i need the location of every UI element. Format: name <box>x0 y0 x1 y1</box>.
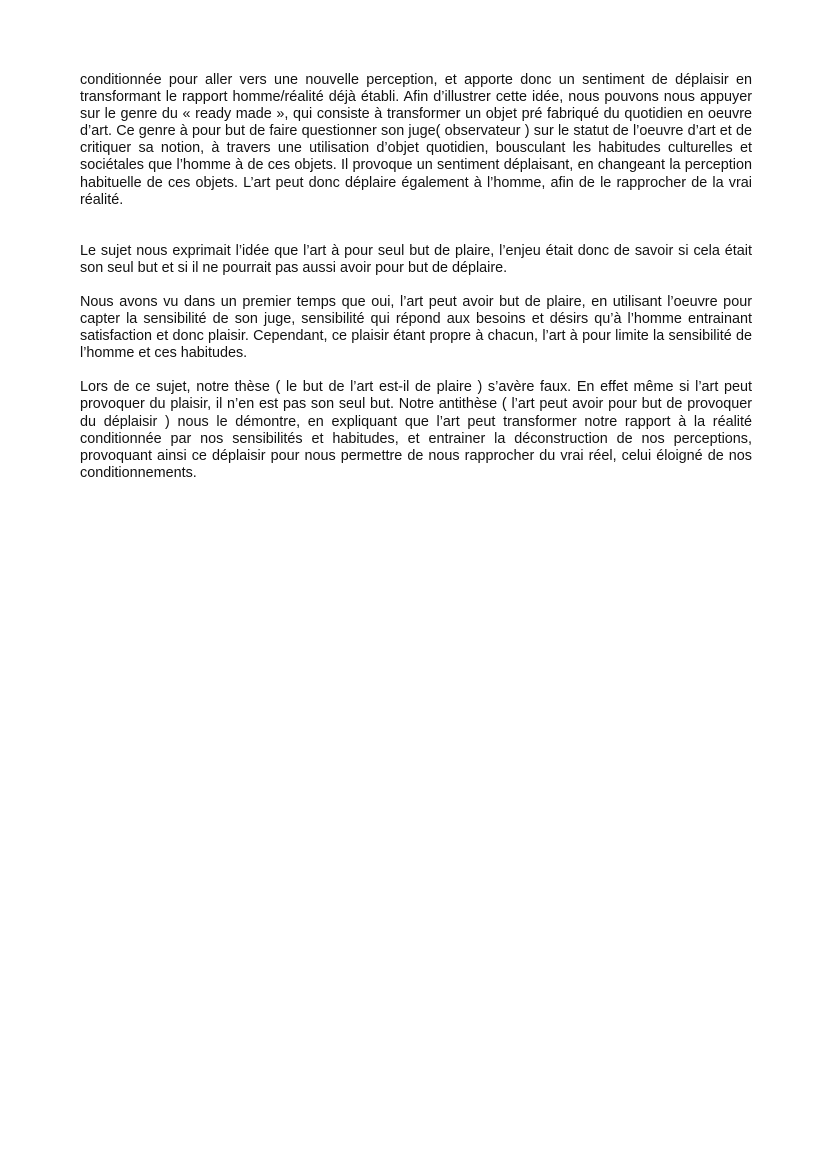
paragraph-subject-recap: Le sujet nous exprimait l’idée que l’art à pour seul but de plaire, l’enjeu était donc de savoir si cela était son seul but et si il ne pourrait pas aussi avoir pour but de déplaire. <box>80 242 752 276</box>
paragraph-first-part-summary: Nous avons vu dans un premier temps que oui, l’art peut avoir but de plaire, en utilisant l’oeuvre pour capter la sensibilité de son juge, sensibilité qui répond aux besoins et désirs qu’à l’homme entrainant satisfaction et donc plaisir. Cependant, ce plaisir étant propre à chacun, l’art à pour limite la sensibilité de l’homme et ces habitudes. <box>80 293 752 362</box>
essay-body <box>80 72 752 482</box>
paragraph-ready-made: conditionnée pour aller vers une nouvelle perception, et apporte donc un sentiment de déplaisir en transformant le rapport homme/réalité déjà établi. Afin d’illustrer cette idée, nous pouvons nous appuyer sur le genre du « ready made », qui consiste à transformer un objet pré fabriqué du quotidien en oeuvre d’art. Ce genre à pour but de faire questionner son juge( observateur ) sur le statut de l’oeuvre d’art et de critiquer sa notion, à travers une utilisation d’objet quotidien, bousculant les habitudes culturelles et sociétales que l’homme à de ces objets. Il provoque un sentiment déplaisant, en changeant la perception habituelle de ces objets. L’art peut donc déplaire également à l’homme, afin de le rapprocher de la vrai réalité. <box>80 72 752 208</box>
paragraph-conclusion: Lors de ce sujet, notre thèse ( le but de l’art est-il de plaire ) s’avère faux. En effet même si l’art peut provoquer du plaisir, il n’en est pas son seul but. Notre antithèse ( l’art peut avoir pour but de provoquer du déplaisir ) nous le démontre, en expliquant que l’art peut transformer notre rapport à la réalité conditionnée par nos sensibilités et habitudes, et entrainer la déconstruction de nos perceptions, provoquant ainsi ce déplaisir pour nous permettre de nous rapprocher du vrai réel, celui éloigné de nos conditionnements. <box>80 379 752 481</box>
